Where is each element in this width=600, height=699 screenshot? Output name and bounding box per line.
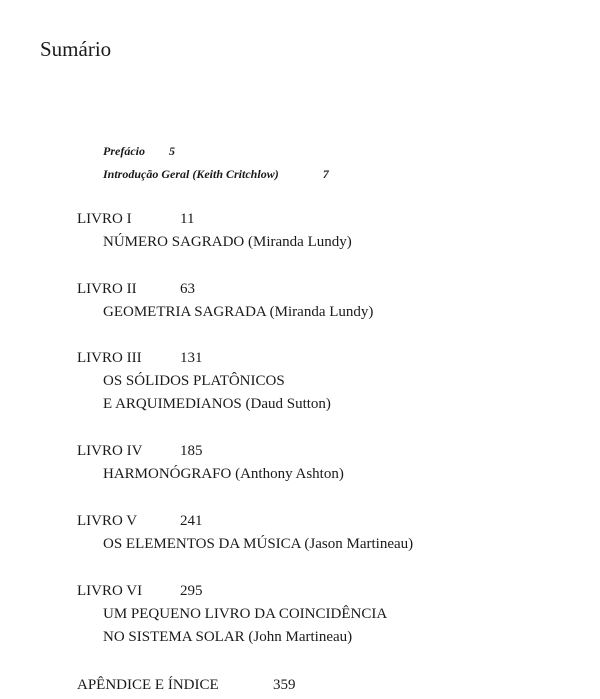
toc-page-number: 295 [180,583,203,599]
toc-book-entry [77,278,373,324]
toc-book-title: NÚMERO SAGRADO (Miranda Lundy) [103,234,352,250]
toc-book-title: E ARQUIMEDIANOS (Daud Sutton) [103,396,331,412]
page-title: Sumário [40,37,112,61]
toc-page-number: 7 [322,167,329,181]
toc-book-label: LIVRO IV [77,443,143,459]
toc-appendix-entry [77,674,296,697]
toc-book-entry [77,208,352,254]
toc-book-label: LIVRO VI [77,583,143,599]
toc-entry-label: Introdução Geral (Keith Critchlow) [103,167,279,181]
toc-entry-label: Prefácio [103,144,145,158]
toc-prefatory-item [103,143,175,159]
toc-book-title: OS SÓLIDOS PLATÔNICOS [103,373,285,389]
toc-book-title: OS ELEMENTOS DA MÚSICA (Jason Martineau) [103,536,414,552]
toc-book-title: NO SISTEMA SOLAR (John Martineau) [103,629,353,645]
toc-book-entry [77,347,331,416]
toc-page-number: 63 [180,281,195,297]
toc-book-entry [77,580,387,649]
toc-book-title: HARMONÓGRAFO (Anthony Ashton) [103,466,344,482]
toc-prefatory-item [103,166,329,182]
toc-book-label: APÊNDICE E ÍNDICE [77,677,219,693]
toc-page-number: 185 [180,443,203,459]
toc-book-title: GEOMETRIA SAGRADA (Miranda Lundy) [103,304,374,320]
toc-page-number: 241 [180,513,203,529]
toc-book-entry [77,510,413,556]
toc-page-number: 131 [180,350,203,366]
toc-page-number: 11 [180,211,195,227]
toc-book-label: LIVRO V [77,513,138,529]
toc-book-label: LIVRO II [77,281,137,297]
toc-book-title: UM PEQUENO LIVRO DA COINCIDÊNCIA [103,606,388,622]
toc-page-number: 5 [168,144,175,158]
toc-page-number: 359 [273,677,296,693]
toc-book-label: LIVRO I [77,211,132,227]
toc-book-label: LIVRO III [77,350,142,366]
toc-book-entry [77,440,344,486]
